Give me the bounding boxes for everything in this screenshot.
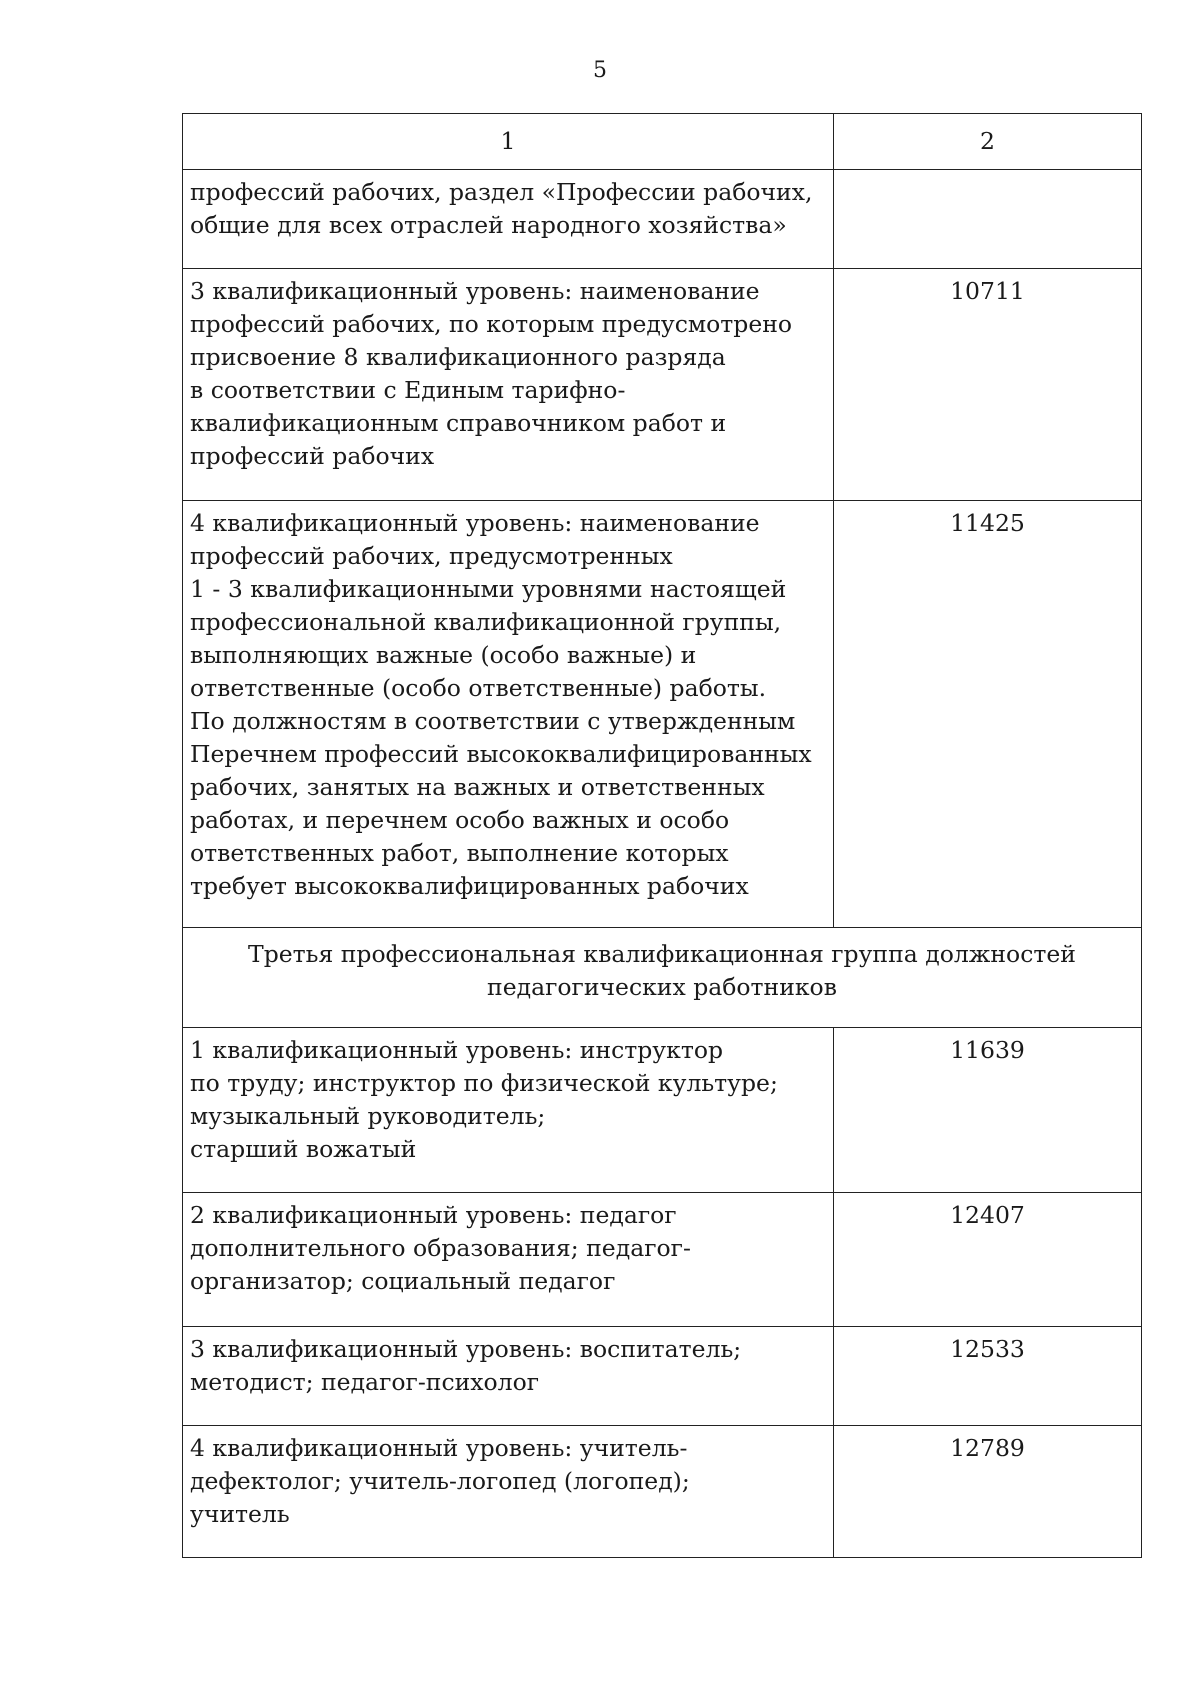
qualification-cell: профессий рабочих, раздел «Профессии рабочих, общие для всех отраслей народного хозяйства» [183,170,834,269]
qualification-cell: 3 квалификационный уровень: наименование профессий рабочих, по которым предусмотрено присвоение 8 квалификационного разряда в соответствии с Единым тарифно- квалификационным справочником работ и профессий рабочих [183,269,834,501]
table-row [183,1327,1142,1426]
qualification-cell: 1 квалификационный уровень: инструктор по труду; инструктор по физической культуре; музыкальный руководитель; старший вожатый [183,1028,834,1193]
table-row [183,170,1142,269]
table-row [183,501,1142,928]
qualification-cell: 3 квалификационный уровень: воспитатель; методист; педагог-психолог [183,1327,834,1426]
salary-cell [834,170,1142,269]
salary-cell: 12789 [834,1426,1142,1558]
table-row [183,1028,1142,1193]
salary-cell: 12407 [834,1193,1142,1327]
table-row [183,1426,1142,1558]
table-row [183,1193,1142,1327]
salary-cell: 11639 [834,1028,1142,1193]
table-header-row [183,114,1142,170]
header-cell-1: 1 [183,114,834,170]
salary-table [182,113,1142,1558]
qualification-cell: 4 квалификационный уровень: учитель- дефектолог; учитель-логопед (логопед); учитель [183,1426,834,1558]
salary-cell: 11425 [834,501,1142,928]
qualification-cell: 4 квалификационный уровень: наименование профессий рабочих, предусмотренных 1 - 3 квалификационными уровнями настоящей профессиональной квалификационной группы, выполняющих важные (особо важные) и ответственные (особо ответственные) работы. По должностям в соответствии с утвержденным Перечнем профессий высококвалифицированных рабочих, занятых на важных и ответственных работах, и перечнем особо важных и особо ответственных работ, выполнение которых требует высококвалифицированных рабочих [183,501,834,928]
group-heading: Третья профессиональная квалификационная группа должностей педагогических работников [183,928,1142,1028]
qualification-cell: 2 квалификационный уровень: педагог дополнительного образования; педагог- организатор; социальный педагог [183,1193,834,1327]
page-number: 5 [593,58,607,83]
salary-cell: 12533 [834,1327,1142,1426]
table-row [183,269,1142,501]
group-heading-row [183,928,1142,1028]
salary-cell: 10711 [834,269,1142,501]
header-cell-2: 2 [834,114,1142,170]
